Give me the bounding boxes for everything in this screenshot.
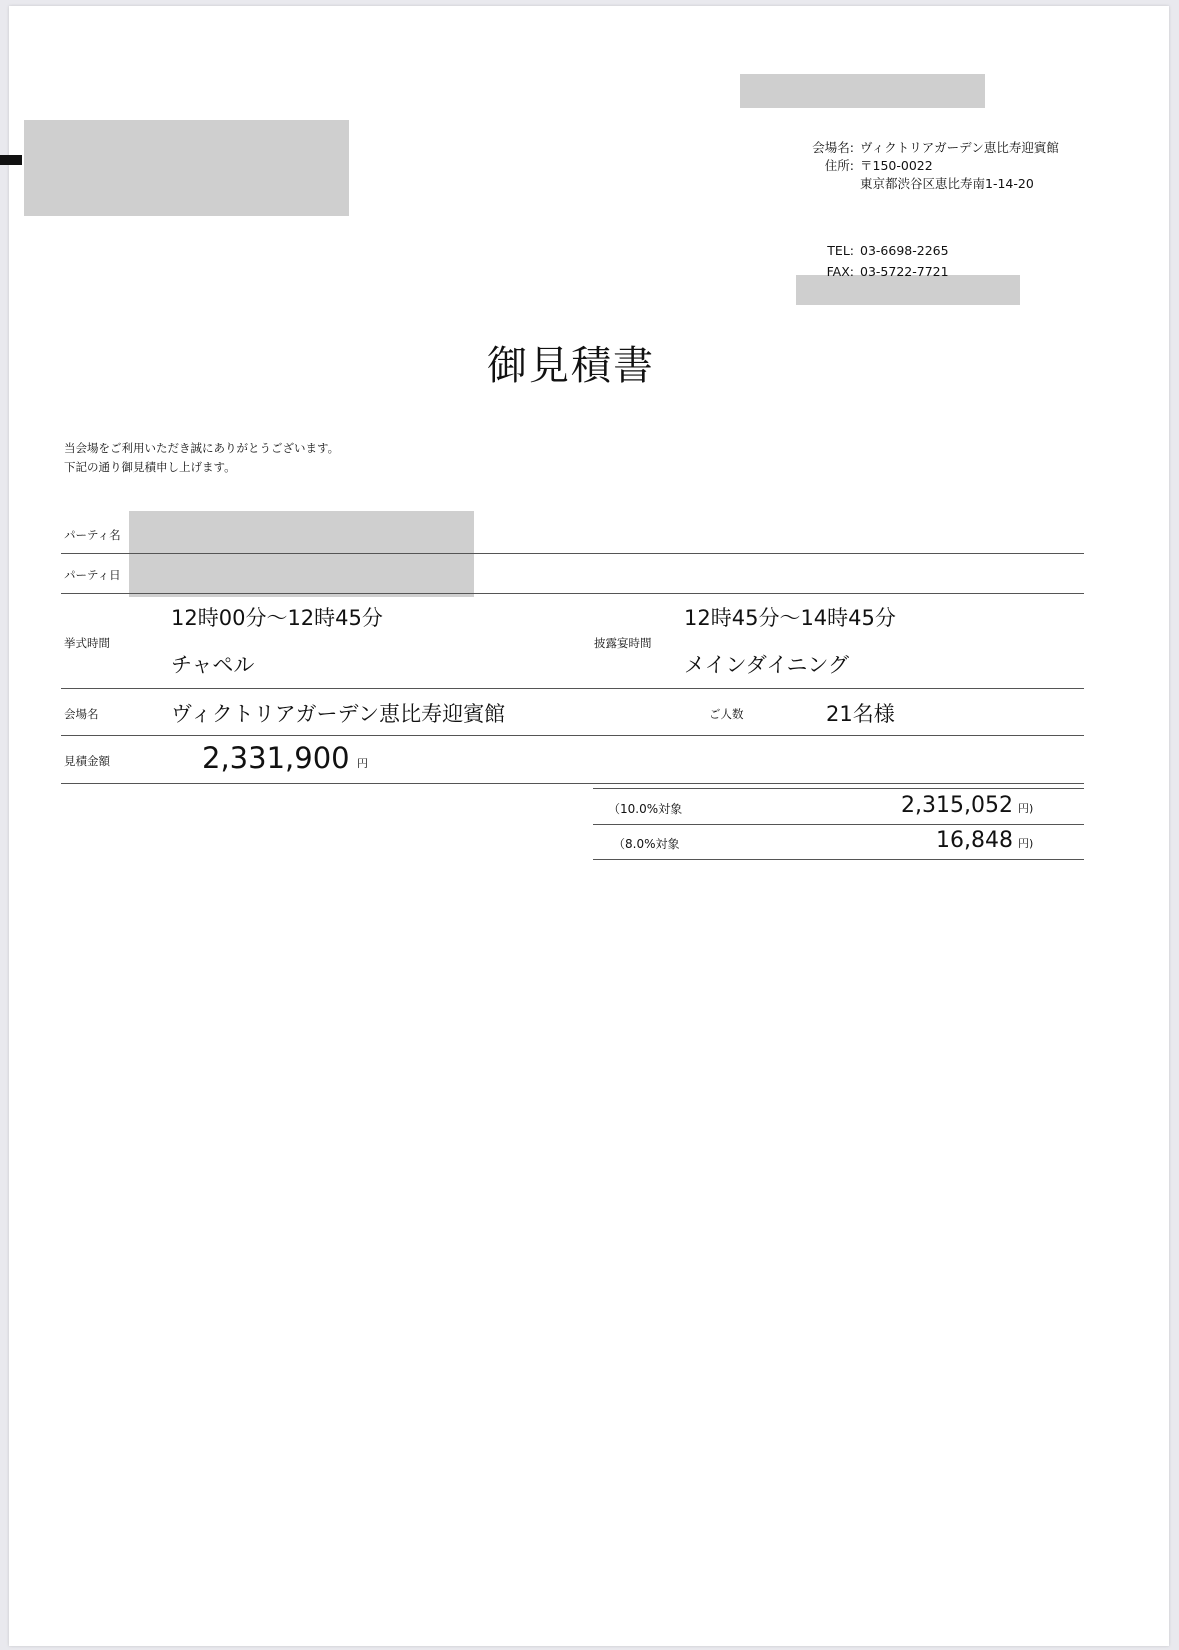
reception-time: 12時45分〜14時45分 <box>684 606 896 630</box>
rule-venue <box>61 735 1084 736</box>
rule-tax-mid <box>593 824 1084 825</box>
tel-number: 03-6698-2265 <box>860 243 949 258</box>
reception-time-label: 披露宴時間 <box>594 636 652 650</box>
redacted-party-info <box>129 511 474 597</box>
fax-number: 03-5722-7721 <box>860 264 949 279</box>
rule-tax-top <box>593 788 1084 789</box>
tax-10-unit: 円) <box>1018 802 1034 815</box>
estimate-amount: 2,331,900 <box>202 741 350 775</box>
venue-info-venue-name: ヴィクトリアガーデン恵比寿迎賓館 <box>860 140 1059 155</box>
contact-info <box>794 240 949 282</box>
rule-party-name <box>61 553 1084 554</box>
venue-name: ヴィクトリアガーデン恵比寿迎賓館 <box>171 702 506 726</box>
tax-8-label: （8.0%対象 <box>613 837 680 851</box>
estimate-yen: 円 <box>357 757 368 770</box>
venue-info <box>794 139 1059 193</box>
party-name-label: パーティ名 <box>64 528 121 542</box>
tax-10-value: 2,315,052 <box>901 793 1013 818</box>
fax-label: FAX: <box>826 264 854 279</box>
redacted-recipient-block <box>24 120 349 216</box>
tax-10-label: （10.0%対象 <box>608 802 683 816</box>
venue-info-postal: 〒150-0022 <box>860 158 933 173</box>
tax-8-value: 16,848 <box>936 828 1013 853</box>
venue-info-venue-label: 会場名: <box>812 140 854 155</box>
venue-info-address-label: 住所: <box>824 158 854 173</box>
document-title: 御見積書 <box>487 343 655 389</box>
document-page <box>9 6 1169 1646</box>
greeting-line-1: 当会場をご利用いただき誠にありがとうございます。 <box>64 441 340 455</box>
guests-count: 21名様 <box>826 702 895 726</box>
venue-label: 会場名 <box>64 707 99 721</box>
ceremony-place: チャペル <box>171 653 255 677</box>
edge-mark <box>0 155 22 165</box>
rule-party-date <box>61 593 1084 594</box>
guests-label: ご人数 <box>709 707 744 721</box>
rule-times <box>61 688 1084 689</box>
redacted-header-block <box>740 74 985 108</box>
ceremony-time: 12時00分〜12時45分 <box>171 606 383 630</box>
ceremony-time-label: 挙式時間 <box>64 636 110 650</box>
greeting <box>64 439 339 477</box>
party-date-label: パーティ日 <box>64 568 121 582</box>
rule-tax-bottom <box>593 859 1084 860</box>
venue-info-address: 東京都渋谷区恵比寿南1-14-20 <box>860 176 1034 191</box>
tel-label: TEL: <box>827 243 854 258</box>
reception-place: メインダイニング <box>684 653 850 677</box>
rule-estimate <box>61 783 1084 784</box>
greeting-line-2: 下記の通り御見積申し上げます。 <box>64 460 236 474</box>
estimate-label: 見積金額 <box>64 754 110 768</box>
tax-8-unit: 円) <box>1018 837 1034 850</box>
